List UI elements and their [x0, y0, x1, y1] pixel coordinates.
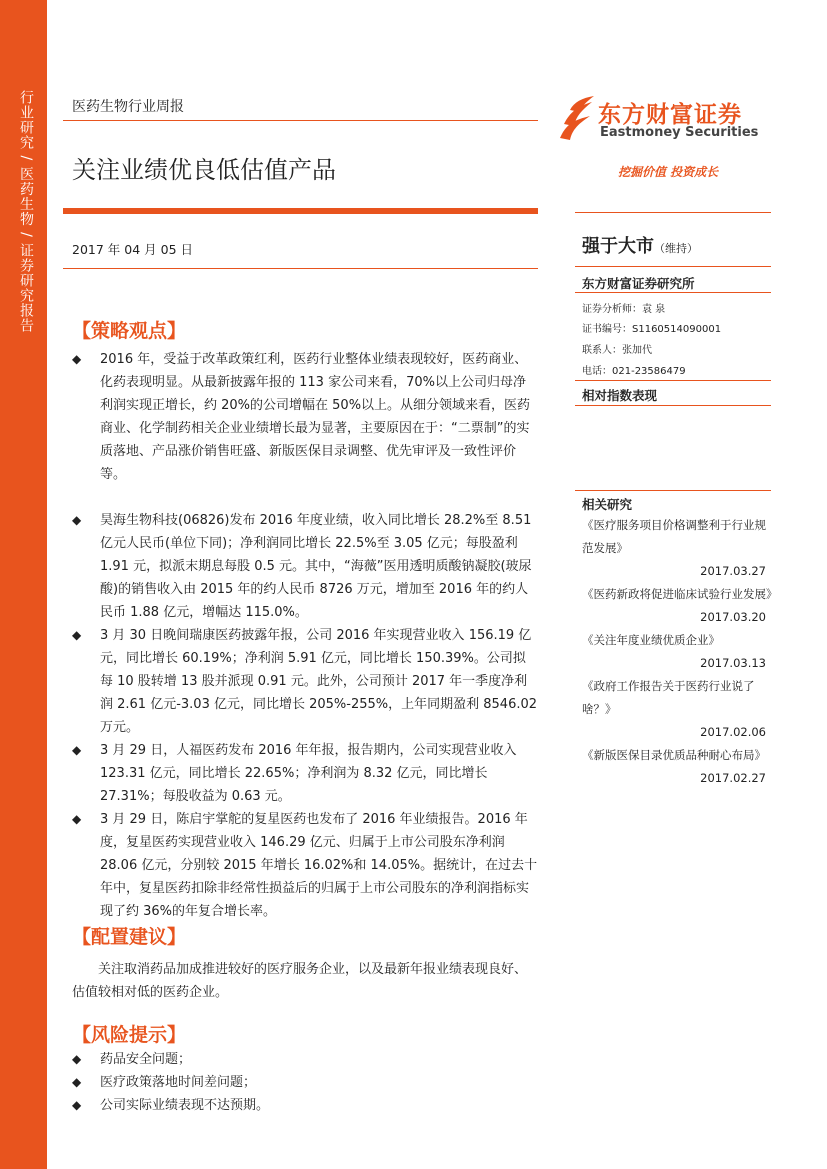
- allocation-heading: 【配置建议】: [72, 926, 187, 948]
- rating: [582, 232, 698, 258]
- right-divider-index: [575, 405, 771, 406]
- strategy-heading: 【策略观点】: [72, 320, 187, 342]
- list-item: ◆ 3 月 30 日晚间瑞康医药披露年报，公司 2016 年实现营业收入 156.19 亿元，同比增长 60.19%；净利润 5.91 亿元，同比增长 150.39%。公司拟每 10 股转增 13 股并派现 0.91 元。此外，公司预计 2017 年一季度净利润 2.61 亿元-3.03 亿元，同比增长 205%-255%，上年同期盈利 8546.02 万元。: [72, 624, 538, 739]
- brand-mark-icon: [556, 94, 596, 142]
- list-item: ◆ 昊海生物科技(06826)发布 2016 年度业绩，收入同比增长 28.2%至 8.51 亿元人民币(单位下同)；净利润同比增长 22.5%至 3.05 亿元；每股盈利 1.91 元，拟派末期息每股 0.5 元。其中，“海薇”医用透明质酸钠凝胶(玻尿酸)的销售收入由 2015 年的约人民币 8726 万元，增加至 2016 年的约人民币 1.88 亿元，增幅达 115.0%。: [72, 509, 538, 624]
- contact-phone: 电话：021-23586479: [582, 366, 686, 377]
- related-title: 相关研究: [582, 497, 633, 512]
- cert-number: 证书编号：S1160514090001: [582, 324, 722, 335]
- diamond-bullet-icon: ◆: [72, 352, 82, 366]
- brand-slogan: 挖掘价值 投资成长: [618, 165, 719, 179]
- institute-name: 东方财富证券研究所: [582, 276, 695, 291]
- strategy-list: [72, 348, 538, 923]
- index-perf-title: 相对指数表现: [582, 388, 658, 403]
- diamond-bullet-icon: ◆: [72, 1075, 82, 1089]
- risk-heading: 【风险提示】: [72, 1024, 187, 1046]
- diamond-bullet-icon: ◆: [72, 1098, 82, 1112]
- risk-list: [72, 1048, 538, 1117]
- right-divider-institute: [575, 292, 771, 293]
- brand-name-en: Eastmoney Securities: [600, 125, 759, 140]
- contact-person: 联系人：张加代: [582, 345, 652, 356]
- header-divider: [63, 120, 538, 121]
- title-divider: [63, 208, 538, 214]
- rating-label: 强于大市: [582, 236, 654, 257]
- page-title: 关注业绩优良低估值产品: [72, 156, 336, 184]
- diamond-bullet-icon: ◆: [72, 743, 82, 757]
- date-divider: [63, 268, 538, 269]
- report-date: 2017 年 04 月 05 日: [72, 242, 193, 257]
- right-divider-related: [575, 490, 771, 491]
- report-category: 医药生物行业周报: [72, 99, 184, 115]
- rating-note: （维持）: [654, 242, 698, 255]
- list-item[interactable]: 《医药新政将促进临床试验行业发展》 2017.03.20: [582, 587, 778, 624]
- sidebar-label: 行业研究 / 医药生物 / 证券研究报告: [18, 90, 34, 334]
- diamond-bullet-icon: ◆: [72, 812, 82, 826]
- diamond-bullet-icon: ◆: [72, 513, 82, 527]
- right-divider-top: [575, 212, 771, 213]
- list-item: ◆ 公司实际业绩表现不达预期。: [72, 1094, 538, 1117]
- list-item: ◆ 2016 年，受益于改革政策红利，医药行业整体业绩表现较好，医药商业、化药表现明显。从最新披露年报的 113 家公司来看，70%以上公司归母净利润实现正增长，约 20%的公司增幅在 50%以上。从细分领域来看，医药商业、化学制药相关企业业绩增长最为显著，主要原因在于：“二票制”的实质落地、产品涨价销售旺盛、新版医保目录调整、优先审评及一致性评价等。: [72, 348, 538, 486]
- list-item[interactable]: 《关注年度业绩优质企业》 2017.03.13: [582, 633, 766, 670]
- allocation-text: 关注取消药品加成推进较好的医疗服务企业，以及最新年报业绩表现良好、估值较相对低的医药企业。: [72, 962, 528, 1000]
- list-item: ◆ 3 月 29 日，人福医药发布 2016 年年报，报告期内，公司实现营业收入 123.31 亿元，同比增长 22.65%；净利润为 8.32 亿元，同比增长 27.31%；每股收益为 0.63 元。: [72, 739, 538, 808]
- list-item: ◆ 药品安全问题；: [72, 1048, 538, 1071]
- list-item[interactable]: 《政府工作报告关于医药行业说了啥？》 2017.02.06: [582, 679, 766, 739]
- diamond-bullet-icon: ◆: [72, 1052, 82, 1066]
- list-item: ◆ 医疗政策落地时间差问题；: [72, 1071, 538, 1094]
- sidebar-band: [0, 0, 47, 1169]
- list-item[interactable]: 《医疗服务项目价格调整利于行业规范发展》 2017.03.27: [582, 518, 766, 578]
- list-item: ◆ 3 月 29 日，陈启宇掌舵的复星医药也发布了 2016 年业绩报告。2016 年度，复星医药实现营业收入 146.29 亿元、归属于上市公司股东净利润 28.06 亿元，分别较 2015 年增长 16.02%和 14.05%。据统计，在过去十年中，复星医药扣除非经常性损益后的归属于上市公司股东的净利润指标实现了约 36%的年复合增长率。: [72, 808, 538, 923]
- brand-name-cn: 东方财富证券: [598, 102, 742, 128]
- analyst-name: 证券分析师：袁 泉: [582, 304, 666, 315]
- diamond-bullet-icon: ◆: [72, 628, 82, 642]
- right-divider-rating: [575, 266, 771, 267]
- list-item[interactable]: 《新版医保目录优质品种耐心布局》 2017.02.27: [582, 748, 766, 785]
- right-divider-contact: [575, 380, 771, 381]
- related-list: [582, 514, 778, 790]
- brand-logo: [556, 94, 766, 144]
